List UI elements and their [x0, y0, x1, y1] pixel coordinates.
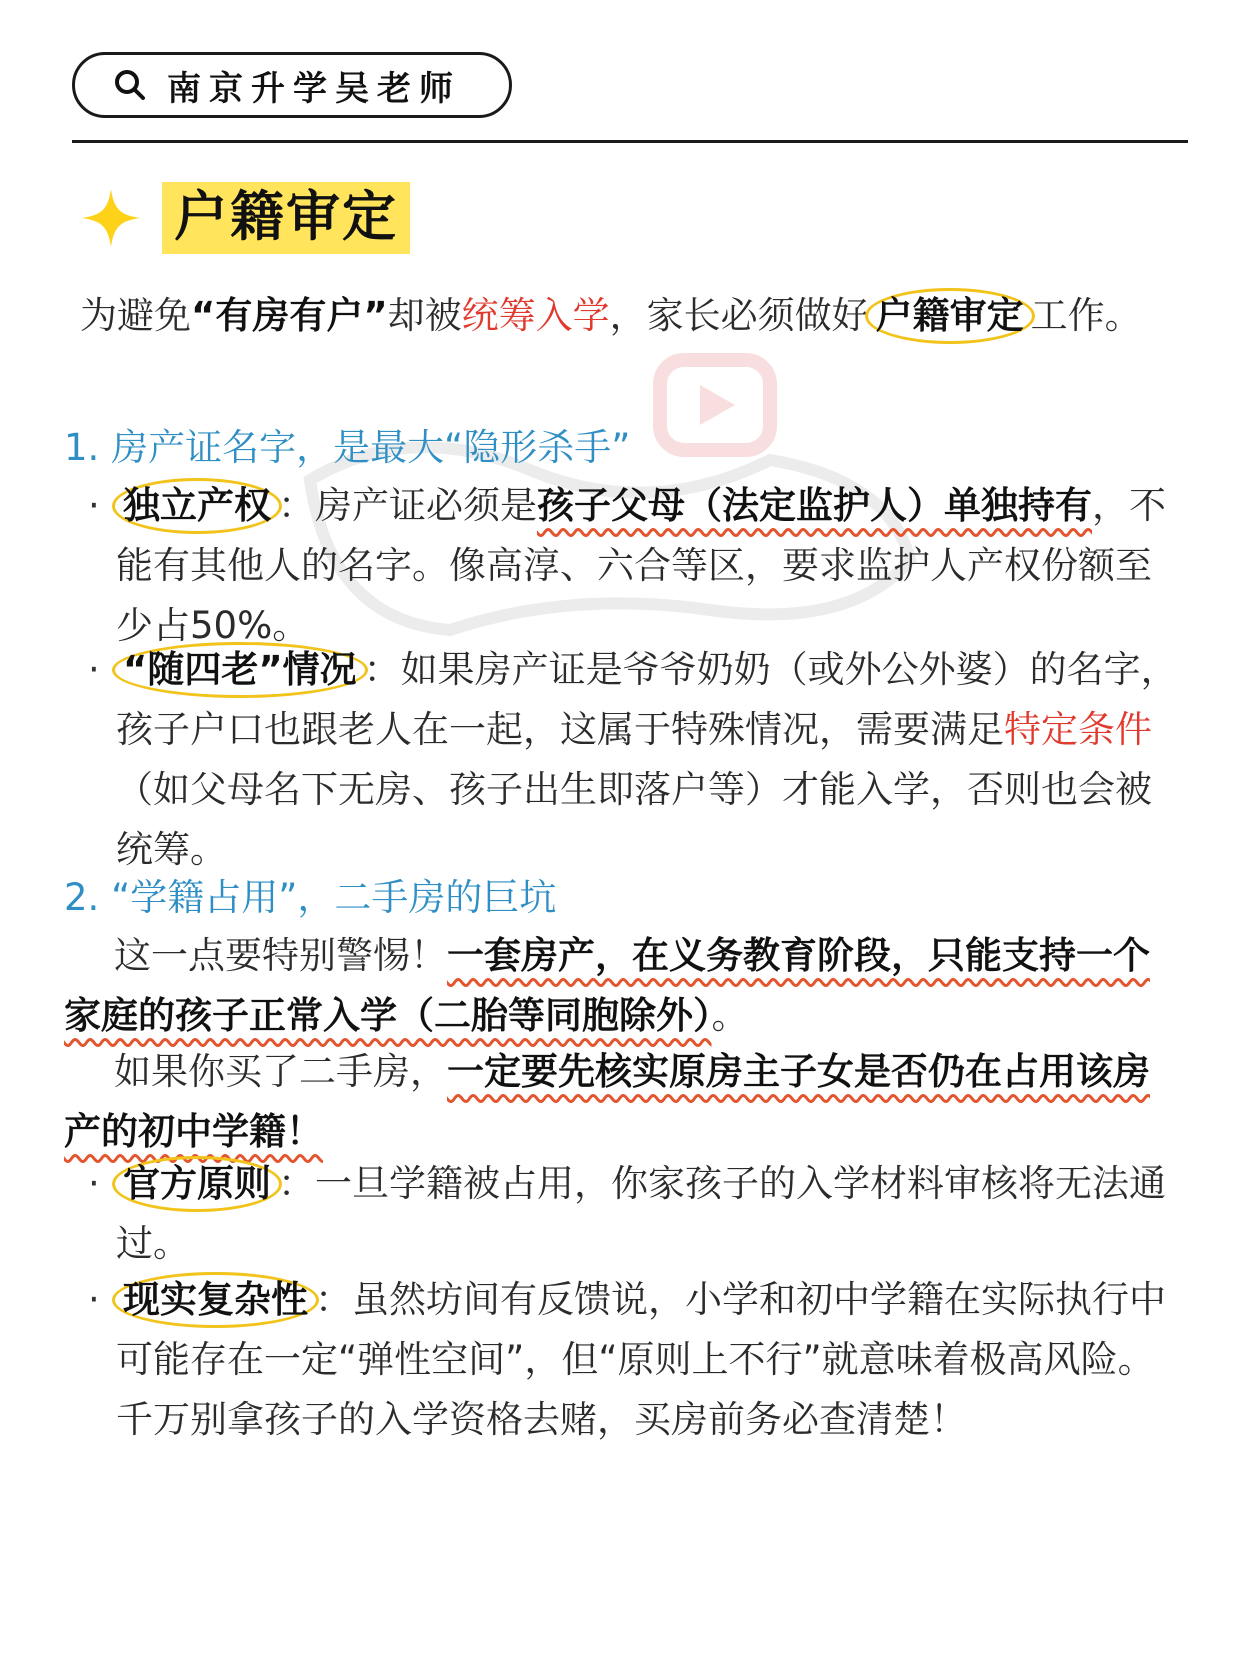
section2-paragraph1 — [64, 926, 1178, 1046]
para-text: 这一点要特别警惕！ — [114, 934, 447, 977]
intro-paragraph — [80, 286, 1180, 346]
section2-bullet1 — [116, 1154, 1178, 1274]
section1-heading: 1. 房产证名字，是最大“隐形杀手” — [64, 426, 631, 469]
sparkle-icon — [80, 187, 142, 249]
wavy-emphasis: 孩子父母（法定监护人）单独持有 — [537, 484, 1092, 527]
intro-text: 工作。 — [1030, 294, 1142, 337]
bullet-dot: · — [88, 1278, 100, 1321]
bullet-term: 官方原则 — [112, 1156, 282, 1212]
bullet-term: 独立产权 — [112, 478, 282, 534]
intro-bold: “有房有户” — [191, 294, 388, 337]
page-title: 户籍审定 — [162, 182, 410, 254]
intro-text: 为避免 — [80, 294, 191, 337]
bullet-text: ：一旦学籍被占用，你家孩子的入学材料审核将无法通过。 — [116, 1162, 1166, 1265]
wavy-emphasis: 一套房产，在义务教育阶段，只能支持一个家庭的孩子正常入学（二胎等同胞除外） — [64, 934, 1150, 1037]
bullet-text: ，不能有其他人的名字。像高淳、六合等区，要求监护人产权份额至少占50%。 — [116, 484, 1166, 647]
section-title — [80, 182, 410, 254]
bullet-term: 现实复杂性 — [112, 1272, 319, 1328]
bullet-text: （如父母名下无房、孩子出生即落户等）才能入学，否则也会被统筹。 — [116, 768, 1152, 871]
intro-red-highlight: 统筹入学 — [461, 294, 610, 337]
bullet-text: ：虽然坊间有反馈说，小学和初中学籍在实际执行中可能存在一定“弹性空间”，但“原则上不行”就意味着极高风险。千万别拿孩子的入学资格去赌，买房前务必查清楚！ — [116, 1278, 1166, 1441]
section2-bullet2 — [116, 1270, 1178, 1450]
para-text: 如果你买了二手房， — [114, 1050, 447, 1093]
bullet-term: “随四老”情况 — [112, 642, 368, 698]
bullet-dot: · — [88, 648, 100, 691]
search-icon — [113, 68, 147, 102]
bullet-dot: · — [88, 1162, 100, 1205]
wavy-emphasis: 一定要先核实原房主子女是否仍在占用该房产的初中学籍！ — [64, 1050, 1150, 1153]
intro-circled-term: 户籍审定 — [865, 288, 1035, 344]
section2-paragraph2 — [64, 1042, 1178, 1162]
section2-heading: 2. “学籍占用”，二手房的巨坑 — [64, 876, 557, 919]
section1-bullet1 — [116, 476, 1178, 656]
bullet-text: ：房产证必须是 — [278, 484, 537, 527]
account-name: 南京升学吴老师 — [167, 68, 461, 109]
red-highlight: 特定条件 — [1004, 708, 1152, 751]
bullet-text: ：如果房产证是爷爷奶奶（或外公外婆）的名字，孩子户口也跟老人在一起，这属于特殊情况，需要满足 — [116, 648, 1178, 751]
intro-text: 却被 — [387, 294, 462, 337]
bullet-dot: · — [88, 484, 100, 527]
section1-bullet2 — [116, 640, 1178, 880]
account-search-pill[interactable] — [72, 52, 512, 118]
header-divider — [72, 140, 1188, 143]
intro-text: ，家长必须做好 — [609, 294, 869, 337]
para-text: 。 — [711, 994, 749, 1037]
